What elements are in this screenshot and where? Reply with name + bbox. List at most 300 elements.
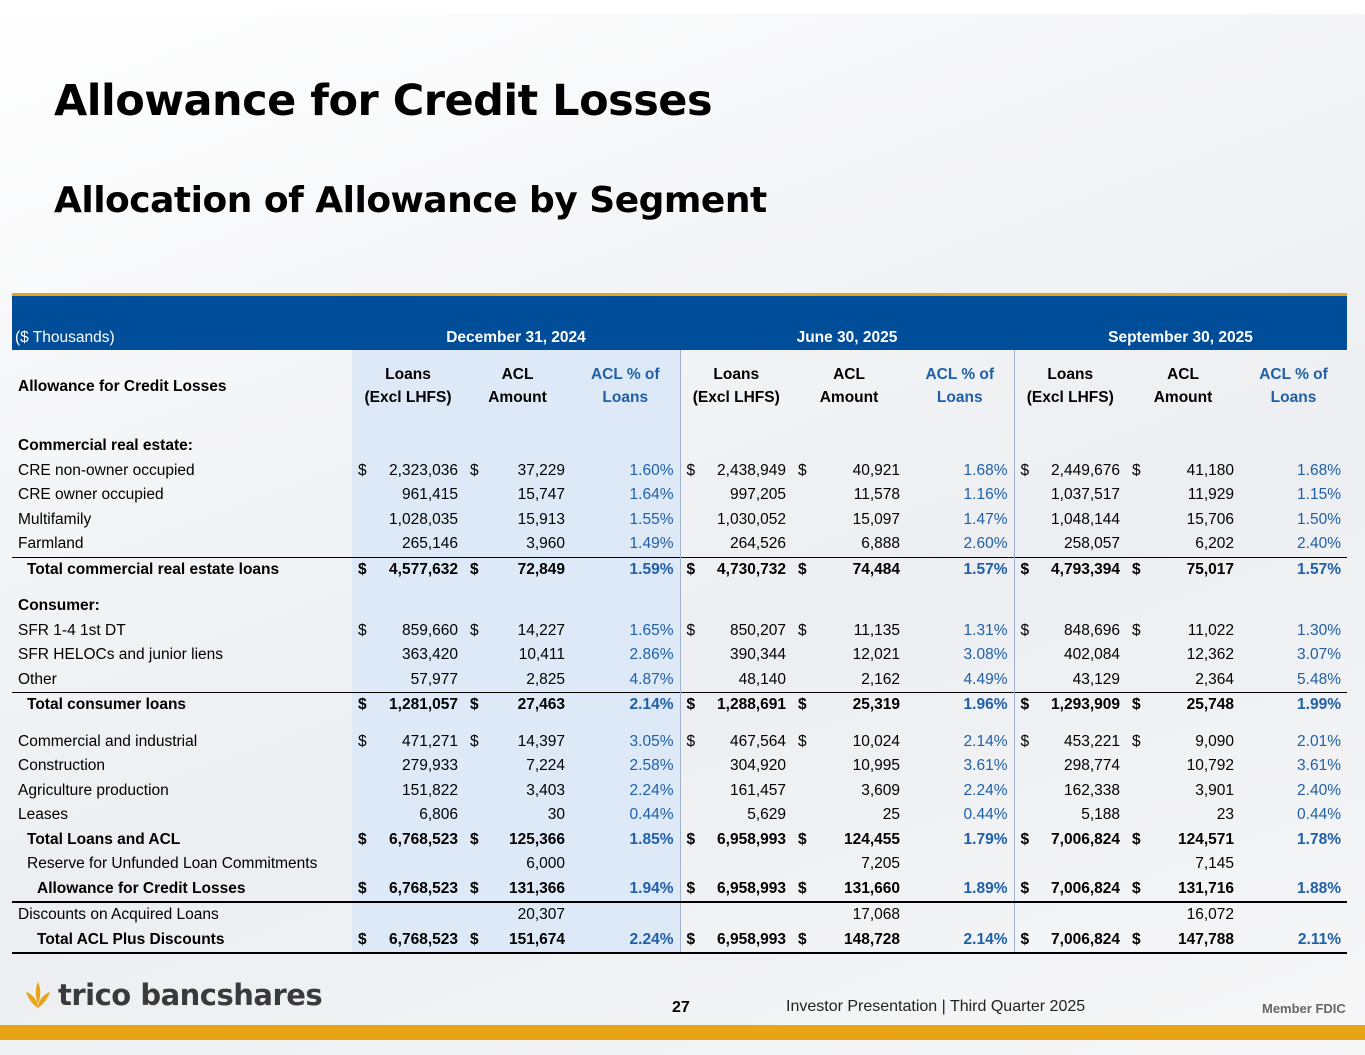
value-cell: 6,888	[861, 535, 900, 553]
acl-pct-cell: 1.15%	[1297, 486, 1341, 504]
value-cell: $ 25,319	[792, 693, 906, 718]
acl-pct-cell: 2.14%	[571, 693, 680, 718]
col-head-pct-dec: ACL % of Loans	[571, 350, 680, 422]
logo-text: trico bancshares	[58, 978, 323, 1012]
acl-pct-cell: 1.79%	[963, 830, 1008, 848]
dollar-sign: $	[798, 560, 807, 578]
acl-pct-cell: 3.05%	[571, 730, 680, 755]
table-row	[12, 668, 1347, 693]
acl-pct-cell: 1.99%	[1240, 693, 1347, 718]
dollar-sign: $	[686, 732, 696, 750]
value-cell	[1014, 594, 1126, 619]
value-cell: 3,403	[464, 779, 571, 804]
value-cell: 25	[882, 806, 900, 824]
value-cell: $ 2,323,036	[352, 459, 464, 484]
acl-pct-cell	[906, 594, 1014, 619]
row-label: Total Loans and ACL	[27, 830, 181, 848]
table-row	[12, 508, 1347, 533]
value-cell	[352, 594, 464, 619]
col-head-pct-sep: ACL % of Loans	[1259, 366, 1328, 406]
acl-pct-cell: 1.31%	[963, 621, 1008, 639]
value-cell: 390,344	[680, 643, 792, 668]
dollar-sign: $	[798, 930, 807, 948]
value-cell: $ 6,958,993	[680, 828, 792, 853]
value-cell: 161,457	[680, 779, 792, 804]
value-cell: 298,774	[1014, 754, 1126, 779]
acl-pct-cell: 1.85%	[571, 828, 680, 853]
value-cell: $ 11,135	[792, 619, 906, 644]
value-cell: $ 7,006,824	[1014, 828, 1126, 853]
value-cell: 15,706	[1186, 510, 1234, 528]
row-label: CRE owner occupied	[18, 486, 164, 504]
value-cell: 265,146	[352, 532, 464, 557]
col-head-loans-jun: Loans (Excl LHFS)	[680, 350, 792, 422]
acl-pct-cell: 1.89%	[906, 877, 1014, 903]
page-number: 27	[672, 999, 690, 1016]
dollar-sign: $	[686, 879, 696, 897]
value-cell	[1014, 902, 1126, 928]
acl-pct-cell: 3.07%	[1297, 646, 1341, 664]
value-cell: 17,068	[852, 906, 900, 924]
dollar-sign: $	[358, 560, 367, 578]
value-cell: $ 74,484	[792, 557, 906, 582]
value-cell: $ 147,788	[1126, 928, 1240, 954]
row-label: SFR 1-4 1st DT	[18, 621, 126, 639]
value-cell: 3,609	[861, 781, 900, 799]
value-cell: 20,307	[464, 902, 571, 928]
value-cell: $ 4,793,394	[1014, 557, 1126, 582]
value-cell: $ 14,227	[464, 619, 571, 644]
table-header-band	[12, 293, 1347, 350]
acl-pct-cell	[571, 434, 680, 459]
value-cell	[792, 434, 906, 459]
period-dec-2024: December 31, 2024	[446, 329, 586, 346]
logo-mark-icon	[24, 980, 52, 1010]
dollar-sign: $	[358, 732, 367, 750]
acl-pct-cell: 4.87%	[571, 668, 680, 693]
value-cell: 7,145	[1195, 855, 1234, 873]
spacer-row	[12, 718, 1347, 730]
acl-pct-cell: 2.40%	[1297, 535, 1341, 553]
acl-pct-cell: 0.44%	[1297, 806, 1341, 824]
row-label: Consumer:	[18, 597, 100, 615]
value-cell	[680, 434, 792, 459]
dollar-sign: $	[798, 732, 807, 750]
acl-pct-cell	[1240, 594, 1347, 619]
value-cell: $ 9,090	[1126, 730, 1240, 755]
acl-pct-cell: 0.44%	[571, 803, 680, 828]
value-cell: 1,037,517	[1014, 483, 1126, 508]
acl-pct-cell: 2.58%	[571, 754, 680, 779]
value-cell: $ 27,463	[464, 693, 571, 718]
acl-pct-cell: 1.68%	[963, 461, 1008, 479]
dollar-sign: $	[1020, 879, 1030, 897]
col-head-acl-sep: ACL Amount	[1153, 366, 1213, 406]
value-cell: $ 1,293,909	[1014, 693, 1126, 718]
row-label: Other	[18, 670, 57, 688]
dollar-sign: $	[1132, 879, 1141, 897]
acl-pct-cell: 2.86%	[571, 643, 680, 668]
member-fdic: Member FDIC	[1262, 1001, 1346, 1016]
table-row	[12, 754, 1347, 779]
col-head-loans-dec: Loans (Excl LHFS)	[352, 350, 464, 422]
top-band	[0, 0, 1365, 14]
value-cell: $ 40,921	[792, 459, 906, 484]
value-cell	[464, 434, 571, 459]
table-row	[12, 828, 1347, 853]
value-cell: 151,822	[352, 779, 464, 804]
acl-pct-cell: 1.88%	[1240, 877, 1347, 903]
dollar-sign: $	[798, 696, 807, 714]
acl-pct-cell: 3.61%	[963, 757, 1008, 775]
value-cell: 16,072	[1186, 906, 1234, 924]
dollar-sign: $	[1020, 930, 1030, 948]
dollar-sign: $	[686, 930, 696, 948]
dollar-sign: $	[1132, 930, 1141, 948]
acl-pct-cell: 3.08%	[963, 646, 1008, 664]
row-label: Construction	[18, 757, 106, 775]
value-cell: $ 125,366	[464, 828, 571, 853]
row-label: Agriculture production	[18, 781, 169, 799]
col-head-pct-jun: ACL % of Loans	[925, 366, 995, 406]
row-label: Multifamily	[18, 510, 92, 528]
value-cell: 12,021	[852, 646, 900, 664]
value-cell: $ 131,366	[464, 877, 571, 903]
value-cell: 10,792	[1186, 757, 1234, 775]
dollar-sign: $	[686, 830, 696, 848]
acl-pct-cell: 1.49%	[571, 532, 680, 557]
value-cell: 10,995	[852, 757, 900, 775]
dollar-sign: $	[358, 830, 367, 848]
row-label: Commercial real estate:	[18, 437, 193, 455]
value-cell: 2,364	[1195, 670, 1234, 688]
acl-pct-cell: 0.44%	[963, 806, 1008, 824]
table-row	[12, 803, 1347, 828]
value-cell: 3,901	[1195, 781, 1234, 799]
value-cell: 6,202	[1195, 535, 1234, 553]
company-logo	[24, 978, 322, 1012]
presentation-label: Investor Presentation | Third Quarter 2025	[786, 998, 1086, 1015]
value-cell: 15,913	[464, 508, 571, 533]
table-row	[12, 557, 1347, 582]
value-cell	[352, 852, 464, 877]
dollar-sign: $	[798, 621, 807, 639]
col-head-acl-jun: ACL Amount	[819, 366, 879, 406]
table-row	[12, 730, 1347, 755]
dollar-sign: $	[470, 930, 479, 948]
acl-pct-cell: 1.96%	[906, 693, 1014, 718]
acl-pct-cell: 2.24%	[571, 779, 680, 804]
table-row	[12, 594, 1347, 619]
value-cell: $ 124,571	[1126, 828, 1240, 853]
acl-pct-cell	[1240, 434, 1347, 459]
dollar-sign: $	[470, 879, 479, 897]
value-cell: 6,000	[464, 852, 571, 877]
row-label: Total ACL Plus Discounts	[12, 928, 352, 954]
acl-pct-cell: 1.60%	[571, 459, 680, 484]
acl-pct-cell: 1.65%	[571, 619, 680, 644]
table-body	[12, 350, 1347, 953]
acl-pct-cell	[571, 902, 680, 928]
value-cell: 1,030,052	[680, 508, 792, 533]
dollar-sign: $	[470, 560, 479, 578]
dollar-sign: $	[686, 696, 696, 714]
dollar-sign: $	[1020, 830, 1030, 848]
value-cell: 43,129	[1014, 668, 1126, 693]
value-cell: $ 6,768,523	[352, 877, 464, 903]
value-cell: $ 4,730,732	[680, 557, 792, 582]
value-cell: 10,411	[464, 643, 571, 668]
acl-pct-cell: 1.30%	[1297, 621, 1341, 639]
value-cell: $ 6,768,523	[352, 928, 464, 954]
dollar-sign: $	[1020, 621, 1030, 639]
table-row	[12, 619, 1347, 644]
value-cell: 23	[1216, 806, 1234, 824]
value-cell: $ 7,006,824	[1014, 928, 1126, 954]
acl-pct-cell	[906, 902, 1014, 928]
dollar-sign: $	[798, 830, 807, 848]
acl-pct-cell: 2.24%	[963, 781, 1008, 799]
value-cell: 363,420	[352, 643, 464, 668]
acl-pct-cell: 1.16%	[963, 486, 1008, 504]
value-cell: $ 10,024	[792, 730, 906, 755]
value-cell: $ 1,288,691	[680, 693, 792, 718]
dollar-sign: $	[358, 930, 367, 948]
acl-pct-cell: 2.40%	[1297, 781, 1341, 799]
value-cell	[352, 434, 464, 459]
value-cell	[352, 902, 464, 928]
value-cell	[464, 594, 571, 619]
acl-pct-cell: 1.57%	[906, 557, 1014, 582]
acl-pct-cell: 1.55%	[571, 508, 680, 533]
table-row	[12, 643, 1347, 668]
value-cell: 1,028,035	[352, 508, 464, 533]
dollar-sign: $	[686, 621, 696, 639]
table-row	[12, 459, 1347, 484]
value-cell	[1014, 852, 1126, 877]
value-cell: $ 14,397	[464, 730, 571, 755]
value-cell: 2,825	[464, 668, 571, 693]
value-cell: $ 131,660	[792, 877, 906, 903]
dollar-sign: $	[358, 461, 367, 479]
value-cell: $ 4,577,632	[352, 557, 464, 582]
dollar-sign: $	[470, 696, 479, 714]
value-cell: $ 124,455	[792, 828, 906, 853]
page-title: Allowance for Credit Losses	[54, 76, 713, 126]
acl-pct-cell: 1.78%	[1297, 830, 1341, 848]
dollar-sign: $	[470, 461, 479, 479]
spacer-row	[12, 582, 1347, 594]
dollar-sign: $	[470, 830, 479, 848]
row-label: Farmland	[18, 535, 84, 553]
acl-pct-cell: 1.64%	[571, 483, 680, 508]
value-cell: $ 6,768,523	[352, 828, 464, 853]
value-cell: $ 1,281,057	[352, 693, 464, 718]
value-cell	[1014, 434, 1126, 459]
col-head-loans-sep: Loans (Excl LHFS)	[1014, 350, 1126, 422]
value-cell: 6,806	[352, 803, 464, 828]
row-label: Leases	[18, 806, 68, 824]
acl-pct-cell: 5.48%	[1297, 670, 1341, 688]
value-cell: 15,747	[464, 483, 571, 508]
value-cell: $ 6,958,993	[680, 928, 792, 954]
acl-pct-cell: 2.24%	[571, 928, 680, 954]
units-label: ($ Thousands)	[15, 329, 115, 346]
value-cell: 5,629	[680, 803, 792, 828]
value-cell	[680, 852, 792, 877]
acl-pct-cell: 1.59%	[571, 557, 680, 582]
acl-pct-cell: 2.01%	[1297, 732, 1341, 750]
acl-pct-cell	[906, 434, 1014, 459]
dollar-sign: $	[686, 560, 696, 578]
dollar-sign: $	[358, 696, 367, 714]
value-cell: $ 148,728	[792, 928, 906, 954]
value-cell: $ 41,180	[1126, 459, 1240, 484]
page-subtitle: Allocation of Allowance by Segment	[54, 180, 767, 221]
value-cell: 3,960	[464, 532, 571, 557]
dollar-sign: $	[798, 461, 807, 479]
dollar-sign: $	[1132, 560, 1141, 578]
value-cell: 5,188	[1014, 803, 1126, 828]
table-row	[12, 483, 1347, 508]
value-cell: $ 6,958,993	[680, 877, 792, 903]
acl-pct-cell: 1.68%	[1297, 461, 1341, 479]
row-label: Discounts on Acquired Loans	[18, 906, 219, 924]
acl-pct-cell: 1.94%	[571, 877, 680, 903]
value-cell: $ 850,207	[680, 619, 792, 644]
value-cell: 304,920	[680, 754, 792, 779]
acl-pct-cell	[571, 594, 680, 619]
period-sep-2025: September 30, 2025	[1108, 329, 1253, 346]
dollar-sign: $	[1132, 461, 1141, 479]
value-cell: 12,362	[1186, 646, 1234, 664]
dollar-sign: $	[1020, 732, 1030, 750]
acl-pct-cell: 4.49%	[963, 670, 1008, 688]
dollar-sign: $	[1020, 696, 1030, 714]
value-cell: 11,929	[1187, 486, 1234, 504]
acl-pct-cell: 2.11%	[1240, 928, 1347, 954]
value-cell: $ 859,660	[352, 619, 464, 644]
row-label: Reserve for Unfunded Loan Commitments	[27, 855, 318, 873]
value-cell	[792, 594, 906, 619]
dollar-sign: $	[798, 879, 807, 897]
value-cell: $ 453,221	[1014, 730, 1126, 755]
value-cell: $ 37,229	[464, 459, 571, 484]
table-row	[12, 434, 1347, 459]
value-cell: 15,097	[852, 510, 900, 528]
table-row	[12, 928, 1347, 954]
table-row	[12, 902, 1347, 928]
value-cell	[680, 902, 792, 928]
acl-table-container	[12, 293, 1347, 954]
value-cell: $ 75,017	[1126, 557, 1240, 582]
dollar-sign: $	[686, 461, 696, 479]
acl-pct-cell: 3.61%	[1297, 757, 1341, 775]
dollar-sign: $	[1132, 696, 1141, 714]
value-cell: $ 11,022	[1126, 619, 1240, 644]
value-cell: $ 467,564	[680, 730, 792, 755]
dollar-sign: $	[1132, 732, 1141, 750]
value-cell: 30	[464, 803, 571, 828]
acl-pct-cell	[571, 852, 680, 877]
acl-pct-cell	[1240, 902, 1347, 928]
value-cell: $ 2,438,949	[680, 459, 792, 484]
row-label: SFR HELOCs and junior liens	[18, 646, 224, 664]
value-cell: $ 151,674	[464, 928, 571, 954]
column-header-row	[12, 350, 1347, 422]
row-label: Commercial and industrial	[18, 732, 198, 750]
table-row	[12, 693, 1347, 718]
acl-pct-cell: 2.60%	[963, 535, 1008, 553]
value-cell: 2,162	[861, 670, 900, 688]
table-row	[12, 779, 1347, 804]
value-cell: $ 7,006,824	[1014, 877, 1126, 903]
value-cell	[680, 594, 792, 619]
dollar-sign: $	[1020, 461, 1030, 479]
row-header-label: Allowance for Credit Losses	[18, 377, 227, 395]
acl-pct-cell: 1.47%	[963, 510, 1008, 528]
value-cell	[1126, 594, 1240, 619]
value-cell: $ 471,271	[352, 730, 464, 755]
col-head-acl-dec: ACL Amount	[464, 350, 571, 422]
spacer-row	[12, 422, 1347, 434]
table-row	[12, 532, 1347, 557]
value-cell: 279,933	[352, 754, 464, 779]
row-label: Total consumer loans	[12, 693, 352, 718]
dollar-sign: $	[470, 621, 479, 639]
value-cell: 402,084	[1014, 643, 1126, 668]
row-label: CRE non-owner occupied	[18, 461, 195, 479]
dollar-sign: $	[1132, 830, 1141, 848]
dollar-sign: $	[1020, 560, 1030, 578]
dollar-sign: $	[470, 732, 479, 750]
value-cell: 264,526	[680, 532, 792, 557]
dollar-sign: $	[358, 621, 367, 639]
value-cell: 961,415	[352, 483, 464, 508]
value-cell: $ 2,449,676	[1014, 459, 1126, 484]
value-cell: 258,057	[1014, 532, 1126, 557]
acl-pct-cell: 1.50%	[1297, 510, 1341, 528]
table-row	[12, 852, 1347, 877]
value-cell: 57,977	[352, 668, 464, 693]
value-cell	[1126, 434, 1240, 459]
value-cell: 11,578	[853, 486, 900, 504]
row-label: Total commercial real estate loans	[12, 557, 352, 582]
value-cell: $ 848,696	[1014, 619, 1126, 644]
acl-pct-cell: 1.57%	[1240, 557, 1347, 582]
dollar-sign: $	[358, 879, 367, 897]
row-label: Allowance for Credit Losses	[12, 877, 352, 903]
value-cell: 1,048,144	[1014, 508, 1126, 533]
acl-pct-cell: 2.14%	[906, 928, 1014, 954]
value-cell: 7,224	[464, 754, 571, 779]
value-cell: 48,140	[680, 668, 792, 693]
value-cell: $ 25,748	[1126, 693, 1240, 718]
value-cell: 7,205	[861, 855, 900, 873]
dollar-sign: $	[1132, 621, 1141, 639]
table-row	[12, 877, 1347, 903]
acl-pct-cell: 2.14%	[963, 732, 1008, 750]
acl-pct-cell	[1240, 852, 1347, 877]
value-cell: 997,205	[680, 483, 792, 508]
value-cell: 162,338	[1014, 779, 1126, 804]
value-cell: $ 72,849	[464, 557, 571, 582]
acl-pct-cell	[906, 852, 1014, 877]
value-cell: $ 131,716	[1126, 877, 1240, 903]
period-jun-2025: June 30, 2025	[796, 329, 898, 346]
footer-accent-bar	[0, 1025, 1365, 1040]
acl-table	[12, 350, 1347, 954]
